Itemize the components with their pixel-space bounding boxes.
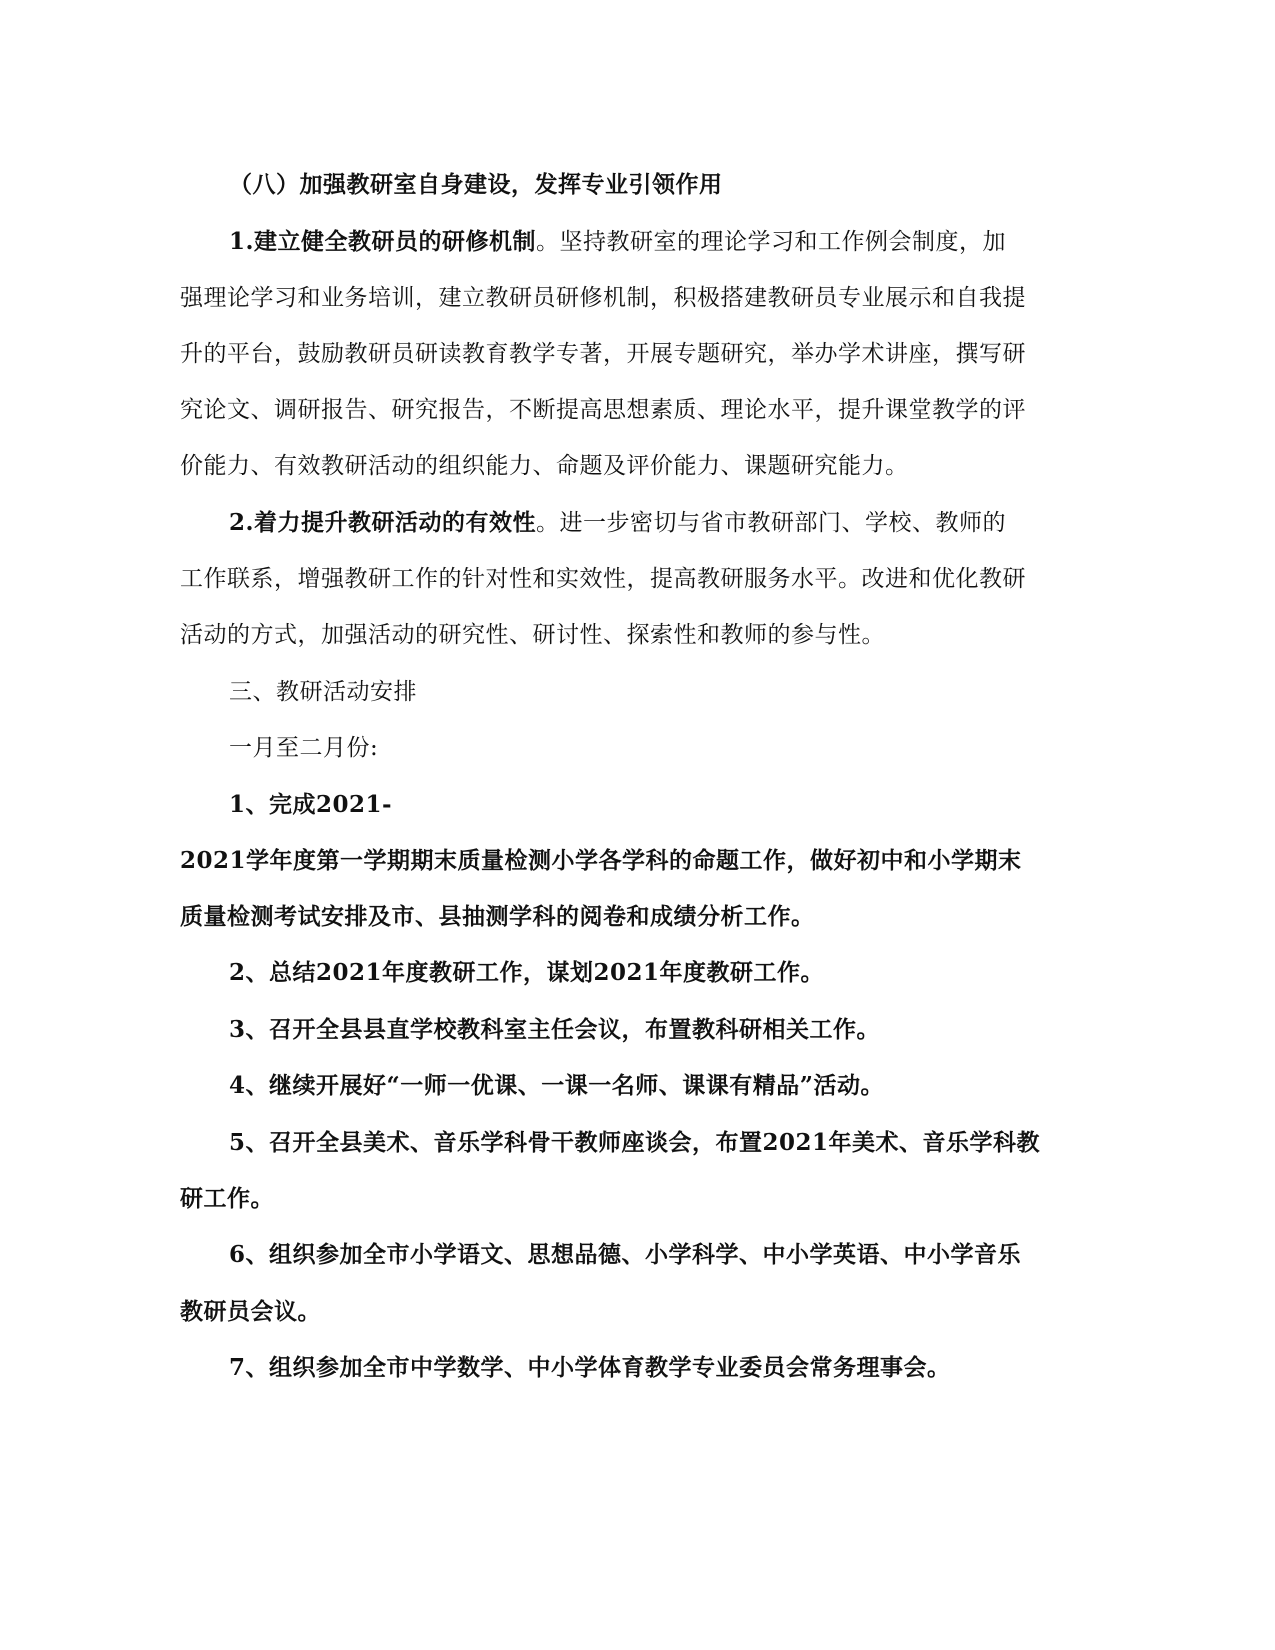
task3: 3、召开全县县直学校教科室主任会议，布置教科研相关工作。 (229, 1016, 881, 1043)
task2: 2、总结2021年度教研工作，谋划2021年度教研工作。 (229, 959, 825, 986)
task1-line3: 质量检测考试安排及市、县抽测学科的阅卷和成绩分析工作。 (180, 903, 815, 930)
item1-line5: 价能力、有效教研活动的组织能力、命题及评价能力、课题研究能力。 (180, 453, 909, 479)
section3-title: 三、教研活动安排 (229, 679, 417, 705)
task4: 4、继续开展好“一师一优课、一课一名师、课课有精品”活动。 (229, 1072, 884, 1099)
task7: 7、组织参加全市中学数学、中小学体育教学专业委员会常务理事会。 (229, 1354, 951, 1381)
item2-title: 2.着力提升教研活动的有效性 (229, 509, 537, 536)
item2-line2: 工作联系，增强教研工作的针对性和实效性，提高教研服务水平。改进和优化教研 (180, 566, 1026, 592)
section-heading-8: （八）加强教研室自身建设，发挥专业引领作用 (229, 171, 723, 198)
item1-line3: 升的平台，鼓励教研员研读教育教学专著，开展专题研究，举办学术讲座，撰写研 (180, 341, 1026, 367)
task5-line2: 研工作。 (180, 1185, 274, 1212)
month-heading: 一月至二月份: (229, 735, 379, 761)
item2-line1: 2.着力提升教研活动的有效性。进一步密切与省市教研部门、学校、教师的 (229, 509, 1007, 536)
task6-line1: 6、组织参加全市小学语文、思想品德、小学科学、中小学英语、中小学音乐 (229, 1241, 1022, 1268)
task1-line1: 1、完成2021- (229, 791, 393, 818)
item1-line4: 究论文、调研报告、研究报告，不断提高思想素质、理论水平，提升课堂教学的评 (180, 397, 1026, 423)
item1-title: 1.建立健全教研员的研修机制 (229, 228, 537, 255)
task6-line2: 教研员会议。 (180, 1298, 321, 1325)
item1-line1: 1.建立健全教研员的研修机制。坚持教研室的理论学习和工作例会制度，加 (229, 228, 1007, 255)
item1-line2: 强理论学习和业务培训，建立教研员研修机制，积极搭建教研员专业展示和自我提 (180, 285, 1026, 311)
task5-line1: 5、召开全县美术、音乐学科骨干教师座谈会，布置2021年美术、音乐学科教 (229, 1129, 1041, 1156)
task1-line2: 2021学年度第一学期期末质量检测小学各学科的命题工作，做好初中和小学期末 (180, 847, 1022, 874)
item2-line3: 活动的方式，加强活动的研究性、研讨性、探索性和教师的参与性。 (180, 622, 885, 648)
